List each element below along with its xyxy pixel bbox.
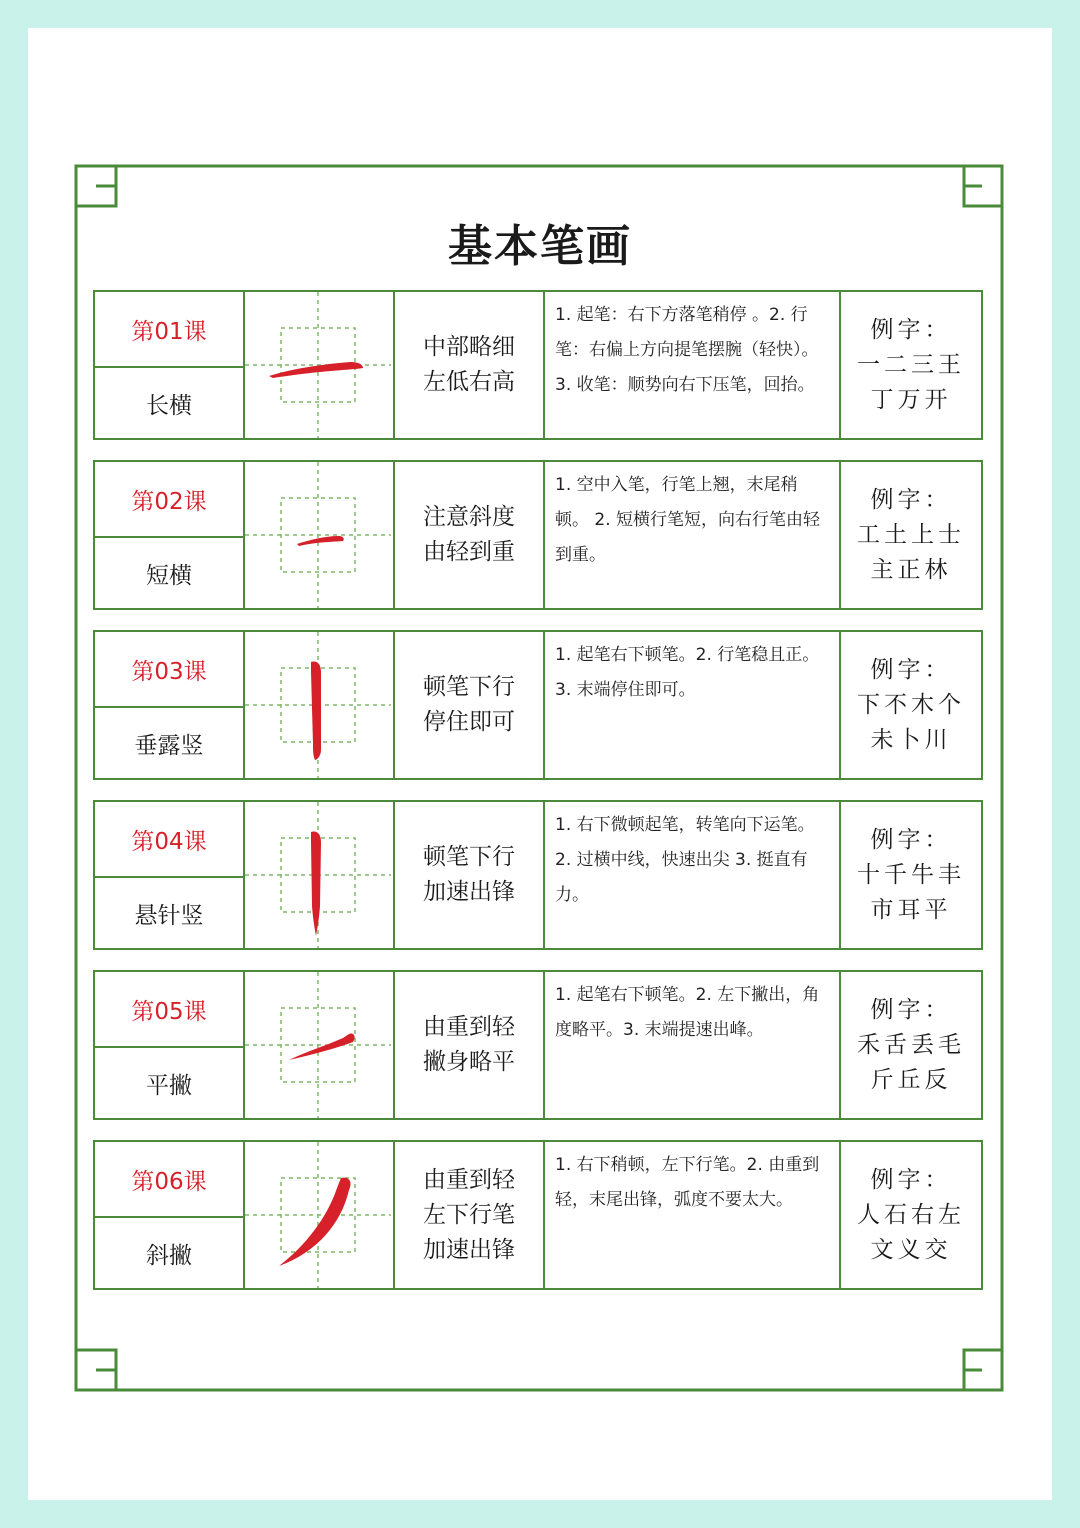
- tip-line: 由轻到重: [423, 539, 515, 565]
- example-label: 例字：: [870, 656, 952, 683]
- tip-line: 撇身略平: [423, 1049, 515, 1075]
- example-cell: [841, 632, 981, 778]
- stroke-name: 垂露竖: [134, 732, 204, 759]
- stroke-grid-cell: [245, 802, 395, 948]
- lesson-number: 第02课: [95, 462, 243, 538]
- page-title: 基本笔画: [448, 221, 632, 272]
- stroke-method-text: 1. 起笔右下顿笔。2. 左下撇出，角度略平。3. 末端提速出峰。: [555, 985, 820, 1040]
- lesson-number: 第01课: [95, 292, 243, 368]
- stroke-grid-cell: [245, 292, 395, 438]
- example-label: 例字：: [870, 316, 952, 343]
- tip-line: 加速出锋: [423, 879, 515, 905]
- worksheet: [28, 28, 1052, 1500]
- stroke-name: 斜撇: [146, 1242, 192, 1269]
- stroke-grid-cell: [245, 972, 395, 1118]
- stroke-grid-cell: [245, 632, 395, 778]
- tip-line: 顿笔下行: [423, 674, 515, 700]
- stroke-name: 短横: [146, 562, 192, 589]
- stroke-method-cell: [545, 632, 841, 778]
- slant-left-falling-stroke-icon: [245, 1142, 391, 1288]
- lesson-label-cell: [95, 802, 245, 948]
- stroke-method-text: 1. 起笔：右下方落笔稍停 。2. 行笔：右偏上方向提笔摆腕（轻快）。3. 收笔：顺势向右下压笔，回抬。: [555, 305, 819, 395]
- stroke-method-cell: [545, 1142, 841, 1288]
- lesson-number: 第04课: [95, 802, 243, 878]
- lesson-number: 第06课: [95, 1142, 243, 1218]
- lesson-label-cell: [95, 462, 245, 608]
- flat-left-falling-stroke-icon: [245, 972, 391, 1118]
- stroke-method-text: 1. 起笔右下顿笔。2. 行笔稳且正。3. 末端停住即可。: [555, 645, 820, 700]
- stroke-method-text: 1. 右下稍顿，左下行笔。2. 由重到轻，末尾出锋，弧度不要太大。: [555, 1155, 820, 1210]
- example-cell: [841, 972, 981, 1118]
- stroke-method-cell: [545, 972, 841, 1118]
- stroke-method-cell: [545, 802, 841, 948]
- example-chars: 禾舌丢毛: [857, 1031, 965, 1058]
- stroke-name: 长横: [146, 392, 192, 419]
- example-cell: [841, 1142, 981, 1288]
- tip-line: 加速出锋: [423, 1236, 515, 1263]
- stroke-name: 平撇: [146, 1072, 192, 1099]
- needle-vertical-stroke-icon: [245, 802, 391, 948]
- stroke-tip-cell: [395, 292, 545, 438]
- stroke-method-text: 1. 空中入笔，行笔上翘，末尾稍顿。 2. 短横行笔短，向右行笔由轻到重。: [555, 475, 821, 565]
- short-horizontal-stroke-icon: [245, 462, 391, 608]
- example-cell: [841, 802, 981, 948]
- example-chars: 人石右左: [857, 1201, 965, 1228]
- lesson-label-cell: [95, 972, 245, 1118]
- tip-line: 左低右高: [423, 369, 515, 395]
- lesson-row: [93, 290, 983, 440]
- example-chars: 主正林: [870, 556, 952, 583]
- stroke-method-text: 1. 右下微顿起笔，转笔向下运笔。2. 过横中线，快速出尖 3. 挺直有力。: [555, 815, 815, 905]
- example-chars: 文义交: [870, 1236, 952, 1263]
- tip-line: 中部略细: [423, 334, 515, 360]
- stroke-tip-cell: [395, 972, 545, 1118]
- example-chars: 斤丘反: [870, 1066, 952, 1093]
- example-chars: 下不木个: [857, 691, 965, 718]
- lesson-row: [93, 630, 983, 780]
- lesson-label-cell: [95, 1142, 245, 1288]
- stroke-grid-cell: [245, 1142, 395, 1288]
- tip-line: 顿笔下行: [423, 844, 515, 870]
- stroke-tip-cell: [395, 802, 545, 948]
- dew-vertical-stroke-icon: [245, 632, 391, 778]
- tip-line: 左下行笔: [423, 1201, 515, 1228]
- example-cell: [841, 462, 981, 608]
- example-cell: [841, 292, 981, 438]
- lesson-label-cell: [95, 292, 245, 438]
- tip-line: 注意斜度: [423, 504, 515, 530]
- example-label: 例字：: [870, 1166, 952, 1193]
- example-chars: 市耳平: [870, 896, 952, 923]
- stroke-grid-cell: [245, 462, 395, 608]
- lesson-row: [93, 800, 983, 950]
- lesson-number: 第03课: [95, 632, 243, 708]
- example-label: 例字：: [870, 826, 952, 853]
- lesson-number: 第05课: [95, 972, 243, 1048]
- tip-line: 停住即可: [423, 709, 515, 735]
- example-label: 例字：: [870, 996, 952, 1023]
- stroke-method-cell: [545, 292, 841, 438]
- stroke-tip-cell: [395, 632, 545, 778]
- lesson-label-cell: [95, 632, 245, 778]
- lesson-row: [93, 970, 983, 1120]
- example-chars: 工土上士: [857, 521, 965, 548]
- long-horizontal-stroke-icon: [245, 292, 391, 438]
- example-chars: 一二三王: [857, 351, 965, 378]
- lesson-row: [93, 1140, 983, 1290]
- example-chars: 未卜川: [870, 726, 952, 753]
- stroke-tip-cell: [395, 462, 545, 608]
- stroke-method-cell: [545, 462, 841, 608]
- lesson-row: [93, 460, 983, 610]
- tip-line: 由重到轻: [423, 1166, 515, 1193]
- example-chars: 丁万开: [870, 386, 952, 413]
- example-label: 例字：: [870, 486, 952, 513]
- stroke-name: 悬针竖: [134, 902, 204, 929]
- stroke-tip-cell: [395, 1142, 545, 1288]
- tip-line: 由重到轻: [423, 1014, 515, 1040]
- example-chars: 十千牛丰: [857, 861, 965, 888]
